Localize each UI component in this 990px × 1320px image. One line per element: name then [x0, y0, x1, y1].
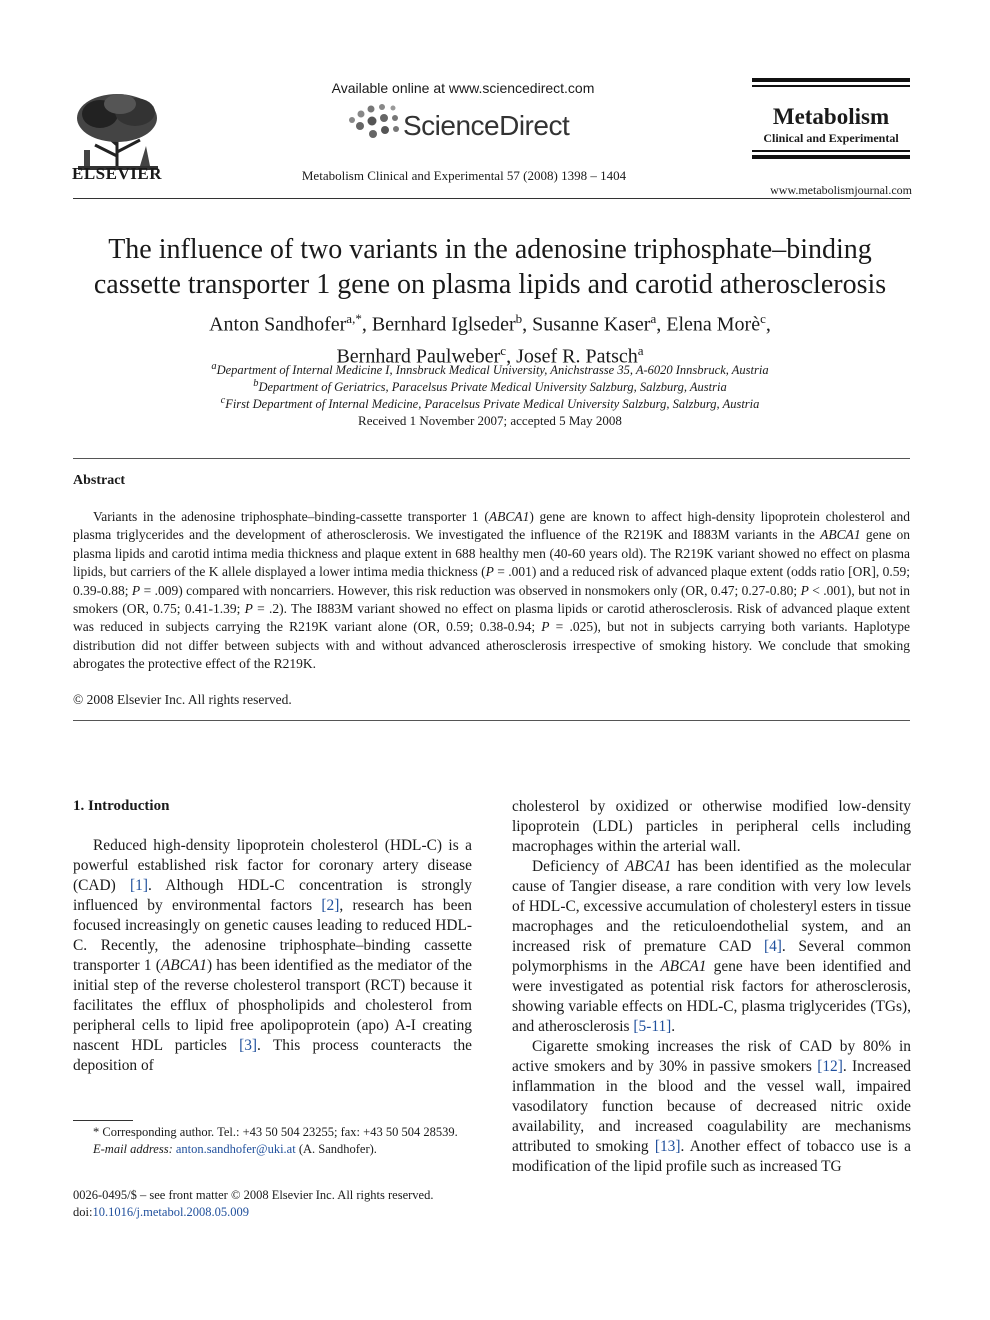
citation-link[interactable]: [5-11] — [633, 1018, 672, 1035]
publisher-name: ELSEVIER — [72, 164, 162, 183]
p-value-symbol: P — [244, 601, 253, 617]
footnote-email-line — [73, 1141, 472, 1158]
citation-link[interactable]: [12] — [817, 1058, 843, 1075]
journal-url[interactable]: www.metabolismjournal.com — [770, 183, 912, 197]
body-text: . Another effect of tobacco use is a modification of the lipid profile such as increased TG — [512, 1138, 911, 1175]
citation-link[interactable]: [2] — [321, 897, 340, 914]
footnote-text: * Corresponding author. Tel.: +43 50 504 23255; fax: +43 50 504 28539. — [93, 1125, 458, 1139]
gene-name: ABCA1 — [820, 527, 861, 543]
p-value-symbol: P — [541, 619, 550, 635]
body-text: . Increased inflammation in the blood and the vessel wall, impaired vasodilatory function because of decreased nitric oxide availability, and increased coagulability are mechanisms attributed to smoking — [512, 1058, 912, 1155]
received-dates: Received 1 November 2007; accepted 5 May 2008 — [358, 413, 622, 428]
abstract-text: < .001), but not in smokers (OR, 0.75; 0.41-1.39; — [73, 582, 910, 617]
author-affiliation-sup: b — [515, 311, 523, 326]
front-matter-text: 0026-0495/$ – see front matter © 2008 Elsevier Inc. All rights reserved. — [73, 1188, 434, 1202]
body-text: . — [671, 1018, 676, 1035]
p-value-symbol: P — [800, 582, 809, 598]
title-line: The influence of two variants in the adenosine triphosphate–binding — [108, 234, 872, 265]
author-name[interactable]: Bernhard Paulweber — [336, 345, 501, 368]
sciencedirect-wordmark: ScienceDirect — [403, 110, 570, 141]
affiliation-text: Department of Internal Medicine I, Innsbruck Medical University, Anichstrasse 35, A-6020 Innsbruck, Austria — [216, 363, 769, 378]
abstract-rule-top — [73, 458, 910, 459]
section-heading: 1. Introduction — [73, 798, 170, 814]
body-text: . This process counteracts the deposition of — [73, 1037, 473, 1074]
journal-rule — [752, 150, 910, 152]
title-line: cassette transporter 1 gene on plasma lipids and carotid atherosclerosis — [93, 269, 887, 300]
sciencedirect-dots-icon — [347, 102, 403, 142]
body-text: Cigarette smoking increases the risk of CAD by 80% in active smokers and by 30% in passive smokers — [512, 1038, 911, 1075]
abstract-text: Variants in the adenosine triphosphate–binding-cassette transporter 1 ( — [93, 509, 489, 524]
abstract-text: gene on plasma lipids and carotid intima media thickness and plaque extent in 688 healthy men (40-60 years old). The R219K variant showed no effect on plasma lipids, but carriers of the K allele displayed a lower intima media thickness ( — [73, 527, 911, 580]
front-matter — [73, 1187, 433, 1221]
footnote-text: (A. Sandhofer). — [295, 1142, 377, 1156]
author-affiliation-sup: c — [760, 311, 766, 326]
gene-name: ABCA1 — [160, 957, 207, 974]
author-separator: , — [656, 313, 667, 336]
author-separator: , — [522, 313, 533, 336]
author-affiliation-sup: a — [650, 311, 657, 326]
affiliation-a — [60, 361, 920, 378]
gene-name: ABCA1 — [625, 858, 672, 875]
abstract-text: = .2). The I883M variant showed no effect on plasma lipids or carotid atherosclerosis. Risk of advanced plaque extent was reduced in subjects carrying the R219K variant alone (OR, 0.59; 0.38-0.94; — [73, 601, 910, 635]
paragraph — [512, 1037, 911, 1177]
journal-title: Metabolism — [772, 104, 890, 129]
abstract-text: ) gene are known to affect high-density lipoprotein cholesterol and plasma triglycerides and the development of atherosclerosis. We investigated the influence of the R219K and I883M variants in the — [73, 509, 910, 543]
author-separator: , — [506, 345, 517, 368]
abstract-body — [73, 508, 910, 674]
citation-link[interactable]: [13] — [654, 1138, 681, 1155]
affiliation-b — [60, 378, 920, 395]
body-text: . Several common polymorphisms in the — [512, 938, 911, 975]
body-text: , research has been focused increasingly on genetic causes leading to reduced HDL-C. Recently, the adenosine triphosphate–binding cassette transporter 1 ( — [73, 897, 472, 974]
body-text: Reduced high-density lipoprotein cholesterol (HDL-C) is a powerful established risk factor for coronary artery disease (CAD) — [73, 837, 472, 894]
author-separator: , — [765, 313, 771, 336]
body-text: Deficiency of — [532, 858, 626, 875]
author-name[interactable]: Anton Sandhofer — [209, 313, 347, 336]
p-value-symbol: P — [131, 582, 141, 598]
journal-rule — [752, 78, 910, 82]
p-value-symbol: P — [485, 564, 494, 580]
citation-link[interactable]: [3] — [239, 1037, 258, 1054]
paragraph — [73, 836, 472, 1076]
author-affiliation-sup: c — [500, 342, 507, 358]
doi-label: doi: — [73, 1205, 93, 1219]
affiliation-text: Department of Geriatrics, Paracelsus Private Medical University Salzburg, Salzburg, Austria — [258, 380, 727, 395]
paragraph — [512, 797, 911, 857]
author-affiliation-sup: a — [637, 342, 644, 358]
author-name[interactable]: Josef R. Patsch — [516, 345, 638, 368]
author-list — [60, 306, 920, 369]
body-text: cholesterol by oxidized or otherwise modified low-density lipoprotein (LDL) particles in peripheral cells including macrophages within the arterial wall. — [512, 798, 911, 855]
author-name[interactable]: Bernhard Iglseder — [371, 313, 516, 336]
abstract-rule-bottom — [73, 720, 910, 721]
author-name[interactable]: Elena Morè — [666, 313, 761, 336]
abstract-text: = .025), but not in subjects carrying both variants. Haplotype distribution did not differ between subjects with and without advanced atherosclerosis irrespective of smoking history. We conclude that smoking abrogates the protective effect of the R219K. — [73, 619, 910, 672]
journal-subtitle: Clinical and Experimental — [763, 131, 899, 145]
available-online: Available online at www.sciencedirect.com — [331, 80, 595, 96]
doi-line — [73, 1204, 433, 1221]
citation-link[interactable]: [4] — [763, 938, 782, 955]
abstract-copyright: © 2008 Elsevier Inc. All rights reserved. — [73, 692, 292, 707]
citation-link[interactable]: [1] — [130, 877, 148, 894]
affiliation-sup: a — [211, 361, 217, 372]
affiliation-sup: b — [253, 378, 259, 389]
header-divider — [73, 198, 910, 199]
journal-rule — [752, 155, 910, 159]
paragraph — [512, 857, 911, 1037]
body-text: ) has been identified as the mediator of the initial step of the reverse cholesterol transport (RCT) because it facilitates the efflux of phospholipids and cholesterol from peripheral cells to lipid free apolipoprotein (apo) A-I creating nascent HDL particles — [73, 957, 472, 1054]
author-affiliation-sup: a,* — [346, 311, 362, 326]
email-link[interactable]: anton.sandhofer@uki.at — [175, 1142, 296, 1156]
body-text: . Although HDL-C concentration is strongly influenced by environmental factors — [73, 877, 473, 914]
email-label: E-mail address: — [93, 1142, 173, 1156]
article-title — [60, 232, 920, 302]
body-text: gene have been identified and were investigated as potential risk factors for atherosclerosis, showing variable effects on HDL-C, plasma triglycerides (TGs), and atherosclerosis — [512, 958, 911, 1035]
footnote-rule — [73, 1120, 133, 1121]
affiliation-sup: c — [220, 395, 226, 406]
author-name[interactable]: Susanne Kaser — [532, 313, 651, 336]
journal-rule — [752, 85, 910, 87]
journal-reference: Metabolism Clinical and Experimental 57 (2008) 1398 – 1404 — [301, 168, 627, 183]
right-column — [512, 797, 911, 1177]
affiliation-text: First Department of Internal Medicine, Paracelsus Private Medical University Salzburg, Salzburg, Austria — [225, 397, 760, 412]
abstract-heading: Abstract — [73, 473, 126, 488]
corresponding-author-footnote — [73, 1124, 472, 1158]
affiliation-c — [60, 395, 920, 412]
doi-link[interactable]: 10.1016/j.metabol.2008.05.009 — [92, 1205, 250, 1219]
gene-name: ABCA1 — [660, 958, 707, 975]
body-text: has been identified as the molecular cause of Tangier disease, a rare condition with very low levels of HDL-C, excessive accumulation of cholesteryl esters in tissue macrophages and the reticuloendothelial system, and an increased risk of premature CAD — [512, 858, 911, 955]
abstract-text: = .009) compared with noncarriers. However, this risk reduction was observed in nonsmokers only (OR, 0.47; 0.27-0.80; — [140, 582, 801, 598]
left-column — [73, 836, 472, 1076]
abstract-text: = .001) and a reduced risk of advanced plaque extent (odds ratio [OR], 0.59; 0.39-0.88; — [73, 564, 910, 598]
author-separator: , — [361, 313, 372, 336]
gene-name: ABCA1 — [488, 509, 530, 524]
